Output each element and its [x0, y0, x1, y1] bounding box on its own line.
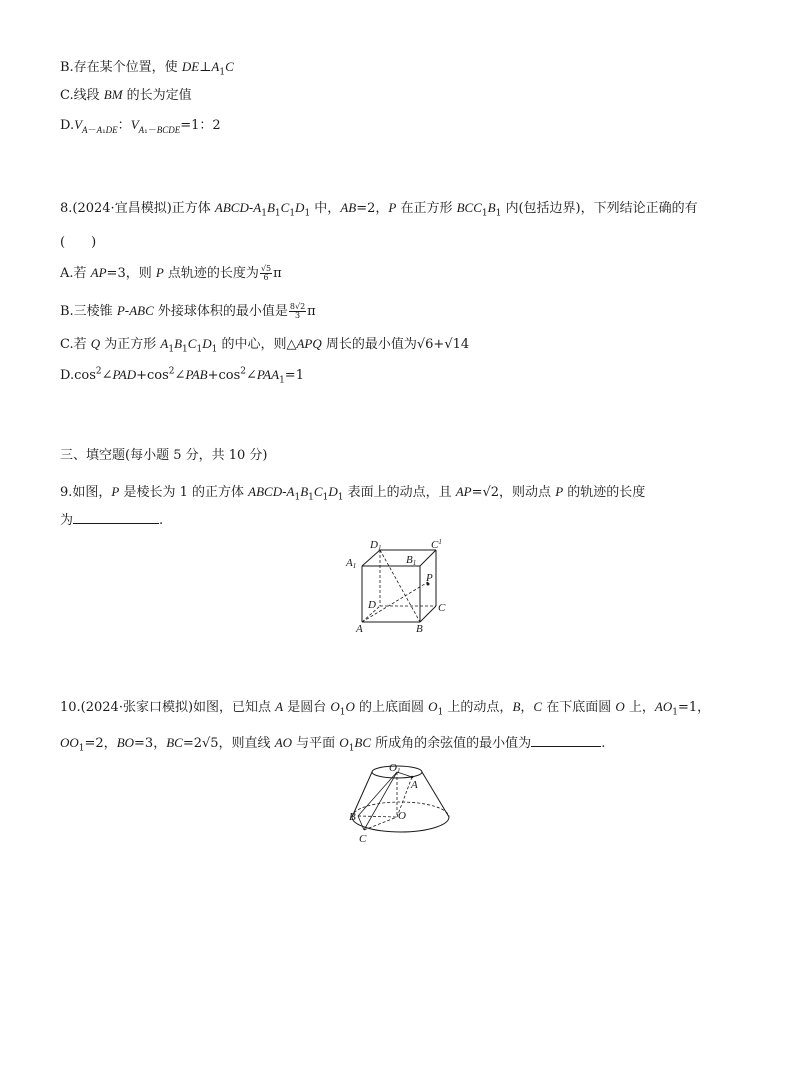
- q10-line2: $OO_1=2$，BO=3，BC=2√5，则直线 AO 与平面 $O_1BC$ 所成角的余弦值的最小值为 .: [60, 735, 606, 754]
- q9-answer-blank[interactable]: [73, 511, 159, 524]
- q8-stem: 8.(2024·宜昌模拟)正方体 ABCD-$A_1B_1C_1D_1$ 中，AB=2，P 在正方形 $BCC_1B_1$ 内(包括边界)，下列结论正确的有: [60, 200, 698, 219]
- q9-stem: 9.如图，P 是棱长为 1 的正方体 ABCD-$A_1B_1C_1D_1$ 表面上的动点，且 AP=√2，则动点 P 的轨迹的长度: [60, 484, 646, 503]
- q7-option-b: B.存在某个位置，使 $DE\perp A_1C$: [60, 59, 234, 78]
- label-B: B: [416, 623, 423, 635]
- label-B1: B1: [406, 554, 417, 567]
- label-B: B: [349, 811, 356, 823]
- q8-option-a: A.若 AP=3，则 P 点轨迹的长度为 $\frac{√5}{6}$ π: [60, 264, 282, 282]
- label-P: P: [426, 572, 433, 584]
- label-A1: A1: [346, 557, 357, 570]
- label-C: C: [438, 602, 446, 614]
- label-A: A: [356, 623, 363, 635]
- section-fill-in-header: 三、填空题(每小题 5 分，共 10 分): [60, 448, 268, 463]
- label-O1: O1: [389, 762, 401, 775]
- label-O: O: [398, 810, 406, 822]
- q8-option-b: B.三棱锥 P-ABC 外接球体积的最小值是 $\frac{8√2}{3}$ π: [60, 302, 316, 320]
- label-A: A: [411, 779, 418, 791]
- q7-option-c: C.线段 BM 的长为定值: [60, 87, 192, 103]
- label-C1: $C^1$: [431, 538, 442, 551]
- label-C: C: [359, 833, 367, 845]
- q8-option-d: $D.\cos^2\angle PAD+\cos^2\angle PAB+\cos^2\angle PAA_1=1$: [60, 366, 304, 386]
- q10-frustum-figure: [340, 760, 460, 850]
- q8-option-c: C.若 Q 为正方形 $A_1B_1C_1D_1$ 的中心，则△APQ 周长的最小值为√6+√14: [60, 336, 470, 355]
- q8-answer-paren: ( ): [60, 235, 97, 250]
- q10-answer-blank[interactable]: [531, 734, 601, 747]
- q10-stem: 10.(2024·张家口模拟)如图，已知点 A 是圆台 $O_1O$ 的上底面圆 $O_1$ 上的动点，B，C 在下底面圆 O 上，$AO_1=1$，: [60, 699, 711, 718]
- label-D1: D1: [370, 539, 382, 552]
- q7-option-d: $D.V_{A-A_1DE}$：$V_{A_1-BCDE}=1$：2: [60, 117, 221, 136]
- q9-answer-line: 为 .: [60, 513, 164, 528]
- label-D: D: [368, 599, 376, 611]
- q9-cube-figure: [340, 536, 460, 636]
